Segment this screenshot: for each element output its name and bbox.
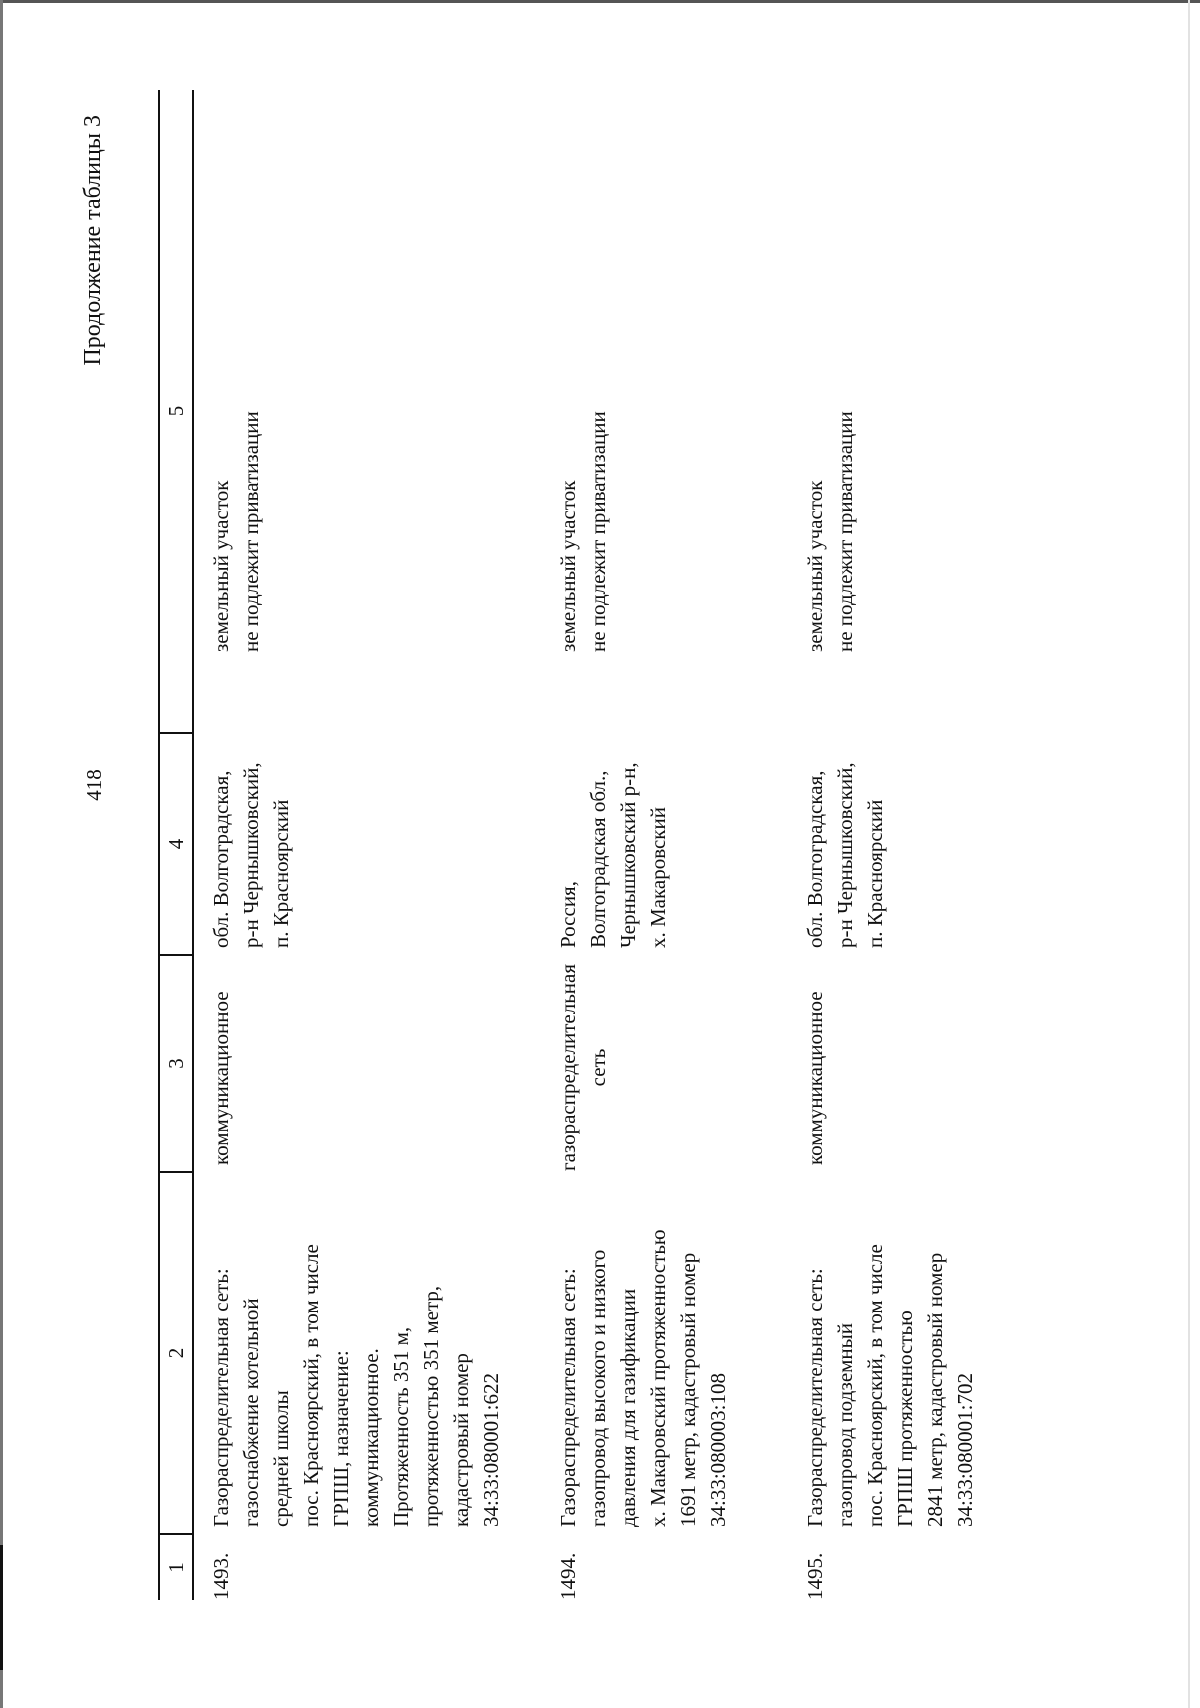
scan-edge-top (0, 0, 1200, 3)
header-col-1: 1 (160, 1533, 192, 1600)
table-header-row (160, 90, 194, 1600)
object-address: обл. Волгоградская, р-н Чернышковский, п. Красноярский (803, 762, 887, 948)
table-row (194, 90, 541, 1600)
object-purpose: газораспределительная сеть (556, 963, 610, 1172)
scan-edge-right (1188, 0, 1190, 1708)
object-name: Газораспределительная сеть: газоснабжение котельной средней школы пос. Красноярский, в том числе ГРПШ, назначение: коммуникационное. Протяженность 351 м, протяженностью 351 метр, кадастровый номер 34:33:080001:622 (209, 1244, 503, 1527)
object-note: земельный участок не подлежит приватизации (803, 411, 857, 652)
object-name: Газораспределительная сеть: газопровод высокого и низкого давления для газификации х. Макаровский протяженностью 1691 метр, кадастровый номер 34:33:080003:108 (556, 1229, 730, 1527)
object-note: земельный участок не подлежит приватизации (209, 411, 263, 652)
table-row (541, 90, 788, 1600)
object-note: земельный участок не подлежит приватизации (556, 411, 610, 652)
property-table (158, 90, 980, 1600)
header-col-4: 4 (160, 732, 192, 954)
object-address: Россия, Волгоградская обл., Чернышковский р-н, х. Макаровский (556, 762, 670, 948)
object-purpose: коммуникационное (803, 991, 827, 1165)
rotated-document-page (60, 80, 1180, 1640)
header-col-5: 5 (163, 405, 188, 417)
row-number: 1495. (803, 1552, 827, 1600)
row-number: 1493. (209, 1552, 233, 1600)
row-number: 1494. (556, 1552, 580, 1600)
scan-edge-left (0, 0, 3, 1708)
header-col-2: 2 (160, 1171, 192, 1533)
object-address: обл. Волгоградская, р-н Чернышковский, п. Красноярский (209, 762, 293, 948)
table-caption: Продолжение таблицы 3 (80, 115, 106, 366)
header-col-3: 3 (160, 954, 192, 1171)
object-purpose: коммуникационное (209, 991, 233, 1165)
object-name: Газораспределительная сеть: газопровод подземный пос. Красноярский, в том числе ГРПШ протяженностью 2841 метр, кадастровый номер 34:33:080001:702 (803, 1244, 977, 1527)
page-number: 418 (82, 769, 106, 801)
scan-mark-left (0, 1545, 3, 1670)
table-row (788, 90, 980, 1600)
